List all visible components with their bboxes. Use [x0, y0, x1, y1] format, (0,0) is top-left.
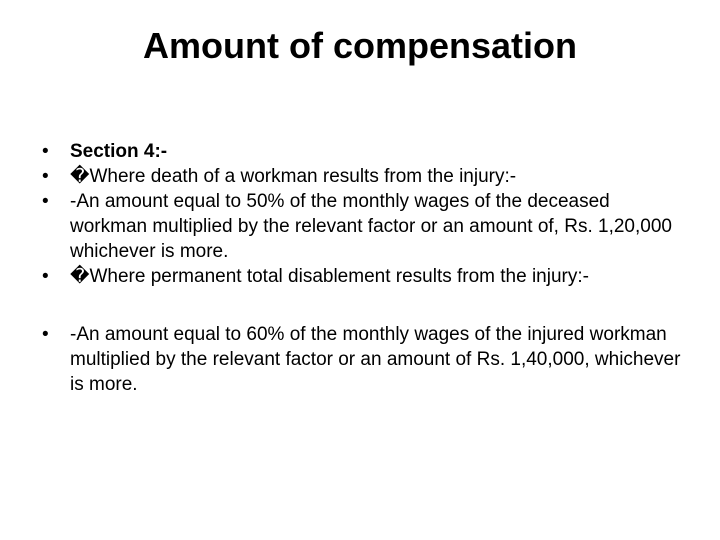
- bullet-icon: •: [42, 324, 49, 345]
- bullet-icon: •: [42, 191, 49, 212]
- bullet-list: [42, 139, 692, 397]
- bullet-item-death: [42, 164, 692, 189]
- slide-title: Amount of compensation: [143, 25, 577, 66]
- bullet-item-disablement: [42, 264, 692, 289]
- bullet-icon: •: [42, 166, 49, 187]
- bullet-text: �Where permanent total disablement results from the injury:-: [70, 266, 589, 287]
- bullet-item-death-amount: [42, 189, 692, 264]
- bullet-icon: •: [42, 141, 49, 162]
- bullet-item-section: [42, 139, 692, 164]
- bullet-item-disablement-amount: [42, 322, 692, 397]
- bullet-icon: •: [42, 266, 49, 287]
- bullet-text: -An amount equal to 60% of the monthly wages of the injured workman multiplied by the relevant factor or an amount of Rs. 1,40,000, whichever is more.: [70, 324, 681, 395]
- bullet-text: �Where death of a workman results from the injury:-: [70, 166, 517, 187]
- bullet-text: -An amount equal to 50% of the monthly wages of the deceased workman multiplied by the relevant factor or an amount of, Rs. 1,20,000 whichever is more.: [70, 191, 672, 262]
- bullet-text: Section 4:-: [70, 141, 168, 162]
